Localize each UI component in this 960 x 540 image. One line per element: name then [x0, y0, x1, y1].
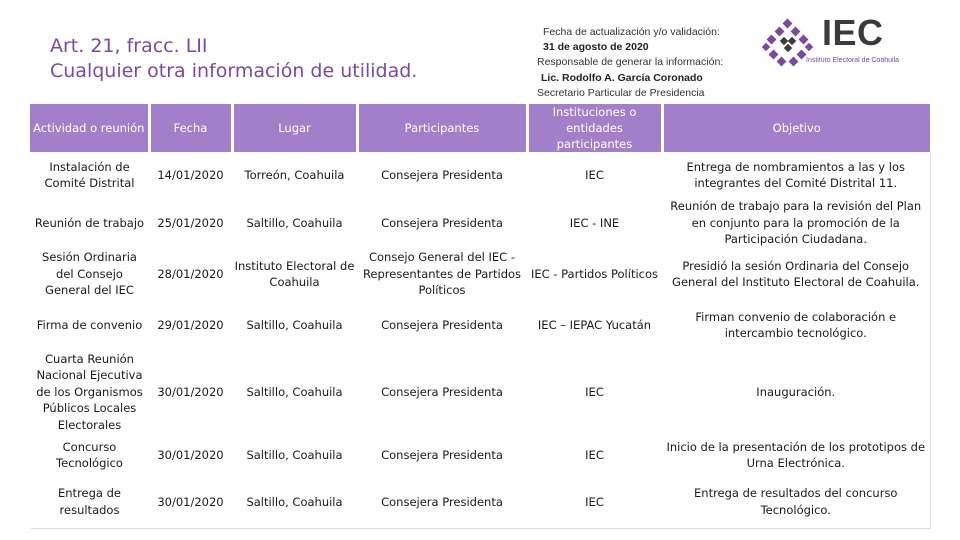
cell-place: Saltillo, Coahuila	[246, 317, 343, 332]
cell-date: 28/01/2020	[157, 266, 224, 281]
responsible-name: Lic. Rodolfo A. García Coronado	[541, 71, 703, 84]
cell-participants: Consejera Presidenta	[381, 317, 503, 332]
table-header-row	[30, 104, 930, 152]
update-info	[537, 25, 747, 101]
title-line-1: Art. 21, fracc. LII	[50, 35, 208, 57]
logo-subtitle: Instituto Electoral de Coahuila	[806, 57, 899, 64]
activities-table	[30, 104, 931, 529]
cell-objective: Inauguración.	[662, 350, 930, 434]
cell-place: Torreón, Coahuila	[244, 167, 345, 182]
cell-participants: Consejera Presidenta	[357, 476, 527, 528]
page-title	[50, 34, 417, 84]
cell-objective: Entrega de nombramientos a las y los integrantes del Comité Distrital 11.	[662, 152, 930, 198]
update-label: Fecha de actualización y/o validación:	[543, 26, 720, 38]
cell-activity: Concurso Tecnológico	[56, 439, 123, 470]
cell-institutions: IEC – IEPAC Yucatán	[537, 317, 652, 332]
header-objective: Objetivo	[662, 104, 930, 152]
cell-institutions: IEC	[527, 476, 662, 528]
table-row	[30, 248, 930, 300]
cell-activity: Entrega de resultados	[30, 476, 149, 528]
cell-participants: Consejera Presidenta	[381, 384, 503, 399]
cell-institutions: IEC - Partidos Políticos	[530, 266, 659, 281]
cell-date: 29/01/2020	[157, 317, 224, 332]
responsible-label: Responsable de generar la información:	[537, 56, 724, 69]
cell-institutions: IEC	[585, 384, 604, 399]
cell-objective: Firman convenio de colaboración e intercambio tecnológico.	[662, 300, 930, 350]
table-row	[30, 350, 930, 434]
cell-place: Saltillo, Coahuila	[232, 476, 357, 528]
header-participants: Participantes	[357, 104, 527, 152]
cell-date: 30/01/2020	[157, 447, 224, 462]
table-row	[30, 152, 930, 198]
cell-date: 25/01/2020	[157, 215, 224, 230]
cell-objective: Inicio de la presentación de los prototipos de Urna Electrónica.	[662, 434, 930, 476]
header-place: Lugar	[232, 104, 357, 152]
table-row	[30, 434, 930, 476]
cell-date: 30/01/2020	[157, 384, 224, 399]
table-row	[30, 198, 930, 248]
cell-activity: Instalación de Comité Distrital	[44, 159, 135, 190]
cell-activity: Cuarta Reunión Nacional Ejecutiva de los Organismos Públicos Locales Electorales	[36, 351, 143, 432]
header-date: Fecha	[149, 104, 232, 152]
cell-objective: Entrega de resultados del concurso Tecnológico.	[662, 476, 930, 528]
cell-place: Saltillo, Coahuila	[246, 447, 343, 462]
cell-place: Saltillo, Coahuila	[246, 215, 343, 230]
cell-date: 14/01/2020	[157, 167, 224, 182]
cell-objective: Presidió la sesión Ordinaria del Consejo General del Instituto Electoral de Coahuila.	[662, 248, 930, 300]
cell-activity: Reunión de trabajo	[34, 215, 145, 230]
cell-participants: Consejera Presidenta	[381, 167, 503, 182]
cell-date: 30/01/2020	[149, 476, 232, 528]
iec-logo	[760, 12, 920, 70]
responsible-role: Secretario Particular de Presidencia	[537, 86, 705, 99]
cell-participants: Consejera Presidenta	[381, 215, 503, 230]
cell-activity: Firma de convenio	[36, 317, 143, 332]
update-date: 31 de agosto de 2020	[543, 41, 649, 54]
cell-activity: Sesión Ordinaria del Consejo General del IEC	[42, 250, 137, 298]
logo-text: IEC	[822, 12, 884, 53]
table-row	[30, 300, 930, 350]
cell-objective: Reunión de trabajo para la revisión del Plan en conjunto para la promoción de la Participación Ciudadana.	[662, 198, 930, 248]
title-line-2: Cualquier otra información de utilidad.	[50, 60, 418, 82]
header-institutions: Instituciones o entidades participantes	[527, 104, 662, 152]
cell-participants: Consejera Presidenta	[381, 447, 503, 462]
cell-place: Saltillo, Coahuila	[246, 384, 343, 399]
cell-institutions: IEC	[585, 167, 604, 182]
table-row	[30, 476, 930, 528]
cell-institutions: IEC - INE	[569, 215, 620, 230]
cell-place: Instituto Electoral de Coahuila	[234, 258, 355, 289]
header-activity: Actividad o reunión	[30, 104, 149, 152]
cell-institutions: IEC	[585, 447, 604, 462]
cell-participants: Consejo General del IEC - Representantes de Partidos Políticos	[362, 250, 522, 298]
